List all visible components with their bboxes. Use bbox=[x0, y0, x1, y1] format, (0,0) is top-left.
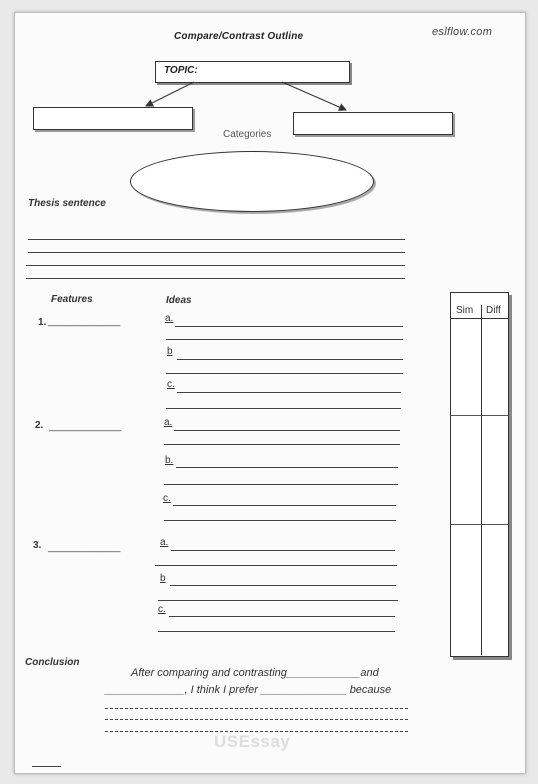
feature-blank: _____________ bbox=[48, 316, 121, 327]
idea-line bbox=[155, 565, 397, 566]
idea-line bbox=[175, 326, 403, 327]
conclusion-blank: ____________ bbox=[286, 667, 361, 679]
conclusion-line-1 bbox=[131, 667, 379, 679]
idea-line bbox=[158, 600, 398, 601]
idea-letter: a. bbox=[165, 313, 174, 324]
idea-letter: c. bbox=[163, 493, 171, 504]
thesis-line bbox=[26, 278, 405, 279]
site-logo-text: eslflow.com bbox=[432, 26, 493, 38]
feature-blank: _____________ bbox=[49, 421, 122, 432]
sim-diff-table bbox=[450, 292, 509, 657]
conclusion-line bbox=[105, 708, 408, 709]
idea-letter: c. bbox=[158, 604, 166, 615]
item-number: 3. bbox=[33, 540, 42, 551]
diff-header: Diff bbox=[486, 305, 501, 316]
conclusion-text-mid: , I think I prefer bbox=[184, 684, 258, 696]
subject-a-box bbox=[33, 107, 193, 130]
thesis-label: Thesis sentence bbox=[28, 198, 106, 209]
categories-label: Categories bbox=[223, 129, 272, 140]
idea-letter: b. bbox=[165, 455, 174, 466]
table-column-divider bbox=[481, 305, 482, 655]
idea-line bbox=[174, 430, 400, 431]
conclusion-text-end: because bbox=[349, 684, 392, 696]
idea-line bbox=[166, 408, 401, 409]
idea-line bbox=[169, 616, 395, 617]
conclusion-blank: ______________ bbox=[260, 684, 347, 696]
idea-line bbox=[164, 520, 396, 521]
left-arrow bbox=[146, 82, 194, 106]
thesis-line bbox=[28, 239, 405, 240]
idea-line bbox=[164, 484, 398, 485]
topic-label: TOPIC: bbox=[164, 65, 198, 76]
conclusion-blank: _____________ bbox=[105, 684, 185, 696]
thesis-line bbox=[26, 265, 405, 266]
conclusion-line bbox=[105, 719, 408, 720]
table-header-divider bbox=[451, 318, 508, 319]
right-arrow bbox=[282, 82, 346, 110]
item-number: 1. bbox=[38, 317, 47, 328]
idea-line bbox=[176, 467, 398, 468]
idea-letter: a. bbox=[160, 537, 169, 548]
idea-line bbox=[170, 585, 396, 586]
idea-line bbox=[158, 631, 395, 632]
sim-header: Sim bbox=[456, 305, 474, 316]
idea-line bbox=[166, 339, 403, 340]
idea-line bbox=[177, 392, 401, 393]
idea-letter: a. bbox=[164, 417, 173, 428]
conclusion-line-2 bbox=[105, 684, 391, 696]
idea-line bbox=[177, 359, 403, 360]
idea-line bbox=[164, 444, 400, 445]
idea-line bbox=[166, 373, 403, 374]
feature-blank: _____________ bbox=[48, 542, 121, 553]
idea-line bbox=[171, 550, 395, 551]
table-row-divider bbox=[451, 524, 508, 525]
conclusion-label: Conclusion bbox=[25, 657, 80, 668]
conclusion-text-start: After comparing and contrasting bbox=[131, 667, 287, 679]
table-row-divider bbox=[451, 415, 508, 416]
corner-mark bbox=[32, 766, 61, 767]
page-title: Compare/Contrast Outline bbox=[174, 31, 304, 42]
item-number: 2. bbox=[35, 420, 44, 431]
categories-ellipse bbox=[130, 151, 374, 212]
idea-letter: c. bbox=[167, 379, 175, 390]
idea-letter: b bbox=[160, 573, 166, 584]
watermark: USEssay bbox=[214, 732, 291, 751]
features-label: Features bbox=[51, 294, 93, 305]
idea-letter: b bbox=[167, 346, 173, 357]
thesis-line bbox=[28, 252, 405, 253]
ideas-label: Ideas bbox=[166, 295, 192, 306]
conclusion-text-end: and bbox=[360, 667, 379, 679]
subject-b-box bbox=[293, 112, 453, 135]
idea-line bbox=[173, 505, 396, 506]
